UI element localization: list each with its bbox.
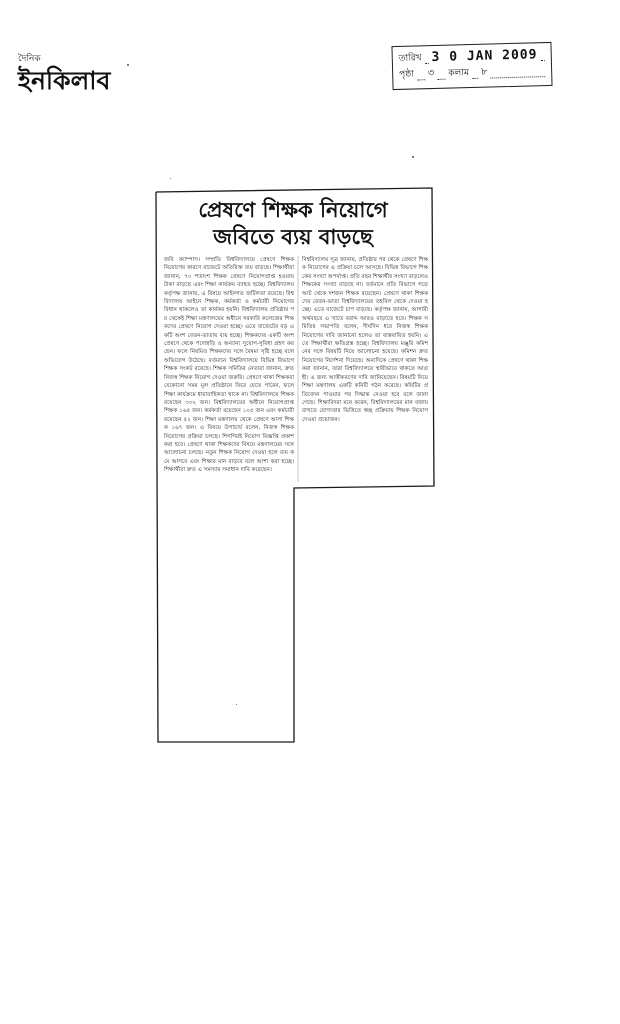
masthead-newspaper-name: ইনকিলাব <box>18 66 111 95</box>
stamp-column-value: ৮ <box>480 66 488 78</box>
stamp-dotted-line <box>417 69 425 80</box>
newspaper-clipping <box>152 186 436 746</box>
masthead-daily-label: দৈনিক <box>18 54 41 64</box>
stamp-date-value: 3 0 JAN 2009 <box>431 47 538 66</box>
stamp-dotted-line <box>472 67 478 78</box>
stamp-date-label: তারিখ <box>398 53 422 64</box>
stamp-page-value: ৩ <box>427 67 435 80</box>
stamp-page-label: পৃষ্ঠা <box>399 69 414 80</box>
scan-speck <box>236 704 237 705</box>
article-body-right-column: বিশ্ববিদ্যালয় সূত্র জানায়, প্রতিষ্ঠার পর থেকে প্রেষণে শিক্ষক নিয়োগের এ প্রক্রিয়া চলে আসছে। বিভিন্ন বিভাগে শিক্ষকের সংখ্যা অপর্যাপ্ত। প্রতি বছর শিক্ষার্থীর সংখ্যা বাড়লেও শিক্ষকের সংখ্যা বাড়ছে না। বর্তমানে প্রতি বিভাগে গড়ে আট থেকে দশজন শিক্ষক রয়েছেন। প্রেষণে থাকা শিক্ষকদের বেতন-ভাতা বিশ্ববিদ্যালয়ের তহবিল থেকে দেওয়া হচ্ছে। এতে বাজেটে চাপ বাড়ছে। কর্তৃপক্ষ জানায়, আগামী অর্থবছরে এ খাতে বরাদ্দ আরও বাড়াতে হবে। শিক্ষক সমিতির সভাপতি বলেন, দীর্ঘদিন ধরে নিজস্ব শিক্ষক নিয়োগের দাবি জানানো হলেও তা বাস্তবায়িত হয়নি। এতে শিক্ষার্থীরা ক্ষতিগ্রস্ত হচ্ছে। বিশ্ববিদ্যালয় মঞ্জুরি কমিশনের সঙ্গে বিষয়টি নিয়ে আলোচনা হয়েছে। কমিশন দ্রুত নিয়োগের নির্দেশনা দিয়েছে। অন্যদিকে প্রেষণে থাকা শিক্ষকরা জানান, তারা বিশ্ববিদ্যালয়ে স্থায়ীভাবে থাকতে আগ্রহী। এ জন্য আত্তীকরণের দাবি জানিয়েছেন। বিষয়টি নিয়ে শিক্ষা মন্ত্রণালয় একটি কমিটি গঠন করেছে। কমিটির প্রতিবেদন পাওয়ার পর সিদ্ধান্ত নেওয়া হবে বলে জানা গেছে। শিক্ষাবিদরা মনে করেন, বিশ্ববিদ্যালয়ের মান বজায় রাখতে যোগ্যতার ভিত্তিতে স্বচ্ছ প্রক্রিয়ায় শিক্ষক নিয়োগ দেওয়া প্রয়োজন। <box>302 257 428 423</box>
date-stamp <box>391 42 552 90</box>
stamp-dotted-line <box>424 53 428 64</box>
stamp-column-label: কলাম <box>448 68 470 79</box>
scan-speck <box>127 64 129 66</box>
scan-speck <box>170 178 171 179</box>
stamp-dotted-line <box>490 66 545 78</box>
stamp-dotted-line <box>437 68 445 79</box>
scan-speck <box>412 156 414 158</box>
article-headline <box>162 196 424 250</box>
newspaper-masthead <box>18 54 158 96</box>
article-body-left-column: জবি ক্যাম্পাস। সম্প্রতি বিশ্ববিদ্যালয়ে প্রেষণে শিক্ষক নিয়োগের কারণে বাজেটে অতিরিক্ত ব্যয় বাড়ছে। শিক্ষার্থীরা জানান, ৭০ শতাংশ শিক্ষক প্রেষণে নিয়োগপ্রাপ্ত হওয়ায় টাকা বাড়ছে এবং শিক্ষা কার্যক্রম ব্যাহত হচ্ছে। বিশ্ববিদ্যালয় কর্তৃপক্ষ জানায়, এ বিষয়ে আইনগত জটিলতা রয়েছে। বিশ্ববিদ্যালয় আইনে শিক্ষক, কর্মকর্তা ও কর্মচারী নিয়োগের বিধান থাকলেও তা কার্যকর হয়নি। বিশ্ববিদ্যালয় প্রতিষ্ঠার পর থেকেই শিক্ষা মন্ত্রণালয়ের অধীনে সরকারি কলেজের শিক্ষকদের প্রেষণে নিয়োগ দেওয়া হচ্ছে। এতে বাজেটের বড় একটি অংশ বেতন-ভাতায় ব্যয় হচ্ছে। শিক্ষকদের একটি অংশ প্রেষণে থেকে পদোন্নতি ও অন্যান্য সুযোগ-সুবিধা গ্রহণ করছেন। ফলে নিয়মিত শিক্ষকদের সঙ্গে বৈষম্য সৃষ্টি হচ্ছে বলে অভিযোগ উঠেছে। বর্তমানে বিশ্ববিদ্যালয়ে বিভিন্ন বিভাগে শিক্ষক সংকট রয়েছে। শিক্ষক সমিতির নেতারা জানান, দ্রুত নিজস্ব শিক্ষক নিয়োগ দেওয়া জরুরি। প্রেষণে থাকা শিক্ষকরা যেকোনো সময় মূল প্রতিষ্ঠানে ফিরে যেতে পারেন, ফলে শিক্ষা কার্যক্রমে ধারাবাহিকতা থাকে না। বিশ্ববিদ্যালয়ে শিক্ষক রয়েছেন ৩৩২ জন। বিশ্ববিদ্যালয়ের অধীনে নিয়োগপ্রাপ্ত শিক্ষক ১৬৫ জন। কর্মকর্তা রয়েছেন ১০৫ জন এবং কর্মচারী রয়েছেন ৫২ জন। শিক্ষা মন্ত্রণালয় থেকে প্রেষণে আসা শিক্ষক ১৬৭ জন। এ বিষয়ে উপাচার্য বলেন, নিজস্ব শিক্ষক নিয়োগের প্রক্রিয়া চলছে। শিগগিরই নিয়োগ বিজ্ঞপ্তি প্রকাশ করা হবে। প্রেষণে থাকা শিক্ষকদের বিষয়ে মন্ত্রণালয়ের সঙ্গে আলোচনা চলছে। নতুন শিক্ষক নিয়োগ দেওয়া হলে ব্যয় কমে আসবে এবং শিক্ষার মান বাড়বে বলে আশা করা হচ্ছে। শিক্ষার্থীরা দ্রুত এ সমস্যার সমাধান দাবি করেছেন। <box>164 257 294 474</box>
stamp-dotted-line <box>540 50 545 61</box>
headline-line-2: জবিতে ব্যয় বাড়ছে <box>213 224 373 249</box>
headline-line-1: প্রেষণে শিক্ষক নিয়োগে <box>198 197 388 222</box>
